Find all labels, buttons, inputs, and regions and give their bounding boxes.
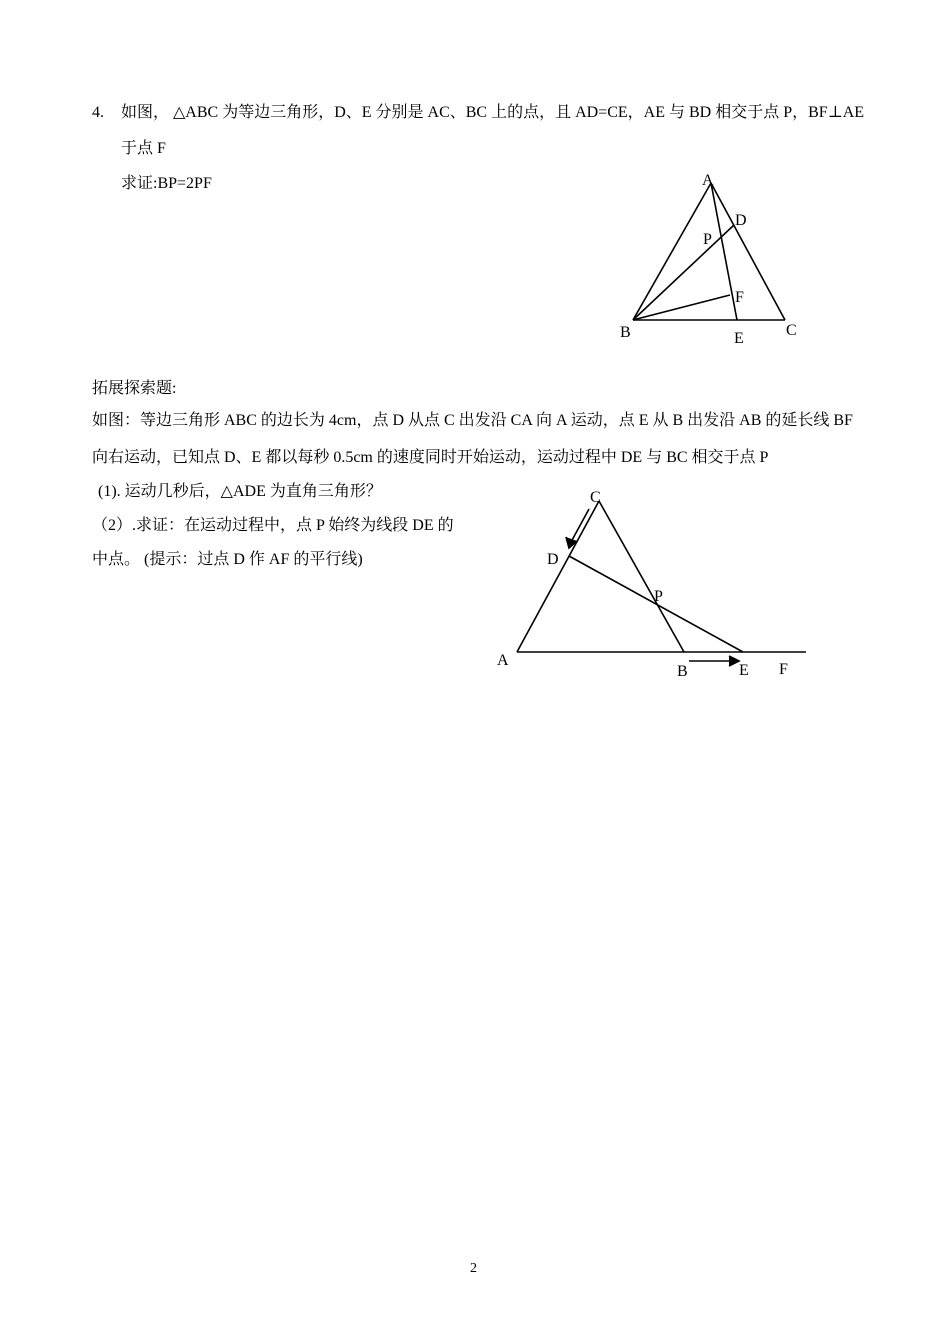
extension-question2-line2: 中点。 (提示：过点 D 作 AF 的平行线) xyxy=(92,551,363,568)
arrow-BE-head xyxy=(729,656,739,666)
label-C: C xyxy=(590,489,601,506)
label-A: A xyxy=(497,652,509,669)
label-A: A xyxy=(702,172,714,189)
problem4-number: 4. xyxy=(92,104,104,121)
extension-question2-line1: （2）.求证：在运动过程中，点 P 始终为线段 DE 的 xyxy=(92,517,454,534)
label-F: F xyxy=(779,661,788,678)
label-P: P xyxy=(703,231,712,248)
label-D: D xyxy=(735,212,747,229)
segment-CA xyxy=(517,501,599,652)
label-E: E xyxy=(734,330,744,347)
extension-heading: 拓展探索题: xyxy=(92,380,177,397)
label-F: F xyxy=(735,289,744,306)
arrow-CD-head xyxy=(566,537,577,548)
label-B: B xyxy=(620,324,631,341)
problem4-statement-line1: 如图， △ABC 为等边三角形，D、E 分别是 AC、BC 上的点，且 AD=CE，AE 与 BD 相交于点 P，BF⊥AE xyxy=(121,104,865,121)
problem4-prove: 求证:BP=2PF xyxy=(121,175,212,192)
extension-statement-line2: 向右运动，已知点 D、E 都以每秒 0.5cm 的速度同时开始运动，运动过程中 DE 与 BC 相交于点 P xyxy=(92,449,769,466)
label-B: B xyxy=(677,663,688,680)
problem4-statement-line2: 于点 F xyxy=(121,140,166,157)
extension-statement-line1: 如图：等边三角形 ABC 的边长为 4cm，点 D 从点 C 出发沿 CA 向 A 运动，点 E 从 B 出发沿 AB 的延长线 BF xyxy=(92,412,853,429)
label-P: P xyxy=(654,588,663,605)
label-C: C xyxy=(786,322,797,339)
extension-question1: (1). 运动几秒后，△ADE 为直角三角形？ xyxy=(98,483,382,500)
label-D: D xyxy=(547,551,559,568)
segment-CB xyxy=(599,501,684,652)
page-number: 2 xyxy=(470,1261,477,1276)
label-E: E xyxy=(739,662,749,679)
